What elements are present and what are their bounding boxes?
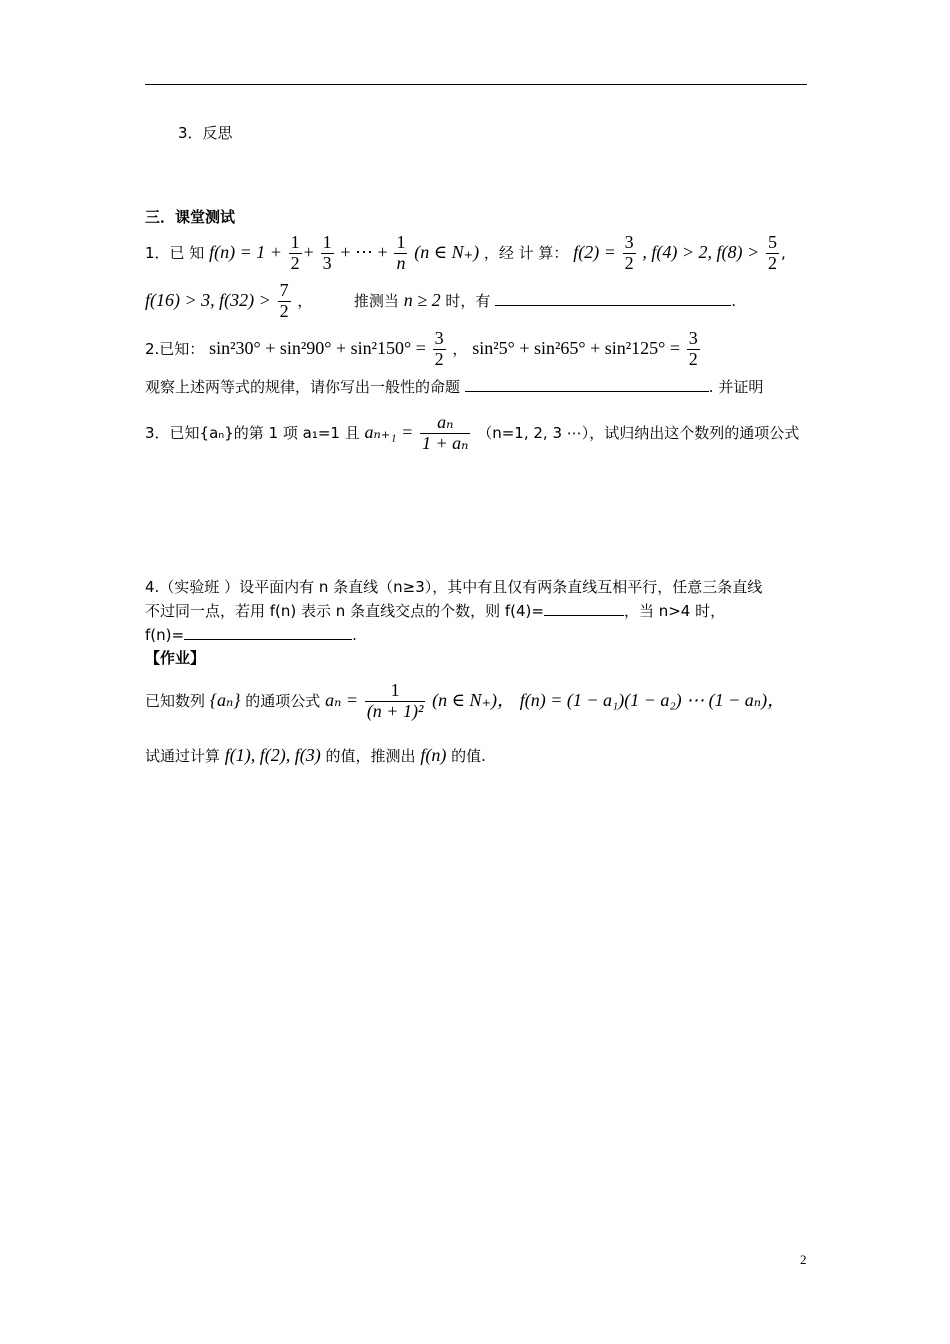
question-2: 2.已知： sin²30° + sin²90° + sin²150° = $\frac{3}{2}$ ， sin²5° + sin²65° + sin²125° = $\frac{3}{2}$	[145, 328, 698, 369]
homework-domain: (n ∈ N₊)，	[432, 690, 515, 710]
q2-label: 2.已知：	[145, 340, 205, 358]
q4-fn-blank[interactable]	[184, 639, 352, 640]
q1-dots: + ⋯ +	[340, 242, 388, 262]
q2-frac-1: $\frac{3}{2}$	[434, 328, 444, 369]
q1-calc-frac-3: $\frac{7}{2}$	[279, 280, 289, 321]
q1-frac-2: $\frac{1}{3}$	[322, 232, 332, 273]
page-number: 2	[800, 1252, 807, 1267]
homework-frac: $\frac{1}{\text{(n + 1)²}}$	[366, 680, 424, 721]
q1-calc-frac-2: $\frac{5}{2}$	[767, 232, 777, 273]
q1-frac-3: $\frac{1}{n}$	[396, 232, 406, 273]
homework-line-1: 已知数列 {aₙ} 的通项公式 aₙ = $\frac{1}{\text{(n + 1)²}}$ (n ∈ N₊)， f(n) = (1 − a₁)(1 − a₂) ⋯ (1 − aₙ)，	[145, 680, 786, 721]
q1-lhs: f(n) = 1 +	[209, 242, 282, 262]
question-4-line-1: 4.（实验班 ）设平面内有 n 条直线（n≥3），其中有且仅有两条直线互相平行，任意三条直线	[145, 578, 763, 596]
q1-line2-a: f(16) > 3, f(32) >	[145, 290, 271, 310]
q1-guess2: 时，有	[445, 292, 491, 310]
q2-answer-blank[interactable]	[465, 391, 709, 392]
q3-frac: $\frac{\text{aₙ}}{\text{1 + aₙ}}$	[422, 412, 469, 453]
q1-domain: (n ∈ N₊)	[414, 242, 480, 262]
homework-line-2: 试通过计算 f(1), f(2), f(3) 的值，推测出 f(n) 的值.	[145, 745, 486, 765]
question-4-line-3: f(n)= .	[145, 626, 357, 644]
question-1: 1．已 知 f(n) = 1 + $\frac{1}{2}$ + $\frac{1}{3}$ + ⋯ + $\frac{1}{n}$ (n ∈ N₊) ，经 计 算： f(2) = $\frac{3}{2}$ , f(4) > 2, f(8) > $\frac{5}{2}$ ,	[145, 232, 786, 273]
header-rule	[145, 84, 807, 85]
section-test-heading: 三．课堂测试	[145, 208, 236, 226]
q1-guess: 推测当	[353, 292, 399, 310]
section-reflect: 3．反思	[178, 124, 233, 142]
q1-calc-frac-1: $\frac{3}{2}$	[624, 232, 634, 273]
q1-calc2: , f(4) > 2, f(8) >	[642, 242, 760, 262]
q1-cond: n ≥ 2	[403, 290, 441, 310]
q2-eq1: sin²30° + sin²90° + sin²150° =	[209, 338, 426, 358]
q2-eq2: sin²5° + sin²65° + sin²125° =	[472, 338, 680, 358]
q1-calc1: f(2) =	[573, 242, 616, 262]
homework-seq: {aₙ}	[209, 690, 241, 710]
q3-label: 3．已知{aₙ}的第 1 项 a₁=1 且	[145, 424, 360, 442]
homework-title: 【作业】	[145, 649, 206, 667]
homework-fn: f(n)	[420, 745, 447, 765]
question-1-line-2: f(16) > 3, f(32) > $\frac{7}{2}$ ， 推测当 n ≥ 2 时，有 .	[145, 280, 736, 321]
q3-lhs: aₙ₊₁ =	[364, 422, 414, 442]
q3-tail: （n=1, 2, 3 ⋯），试归纳出这个数列的通项公式	[477, 424, 800, 442]
q2-frac-2: $\frac{3}{2}$	[688, 328, 698, 369]
homework-vals: f(1), f(2), f(3)	[224, 745, 321, 765]
q4-f4-blank[interactable]	[544, 615, 624, 616]
q1-answer-blank[interactable]	[495, 305, 731, 306]
q2-prove: . 并证明	[708, 378, 764, 396]
question-4-line-2: 不过同一点，若用 f(n) 表示 n 条直线交点的个数，则 f(4)= ，当 n>4 时，	[145, 602, 726, 620]
q1-frac-1: $\frac{1}{2}$	[290, 232, 300, 273]
question-3	[145, 410, 799, 455]
homework-fdef: f(n) = (1 − a₁)(1 − a₂) ⋯ (1 − aₙ)，	[519, 690, 786, 710]
q1-mid: ，经 计 算：	[483, 244, 569, 262]
homework-an: aₙ =	[325, 690, 359, 710]
q2-prompt: 观察上述两等式的规律，请你写出一般性的命题	[145, 378, 461, 396]
q1-label: 1．已 知	[145, 244, 205, 262]
question-2-line-2	[145, 376, 763, 398]
